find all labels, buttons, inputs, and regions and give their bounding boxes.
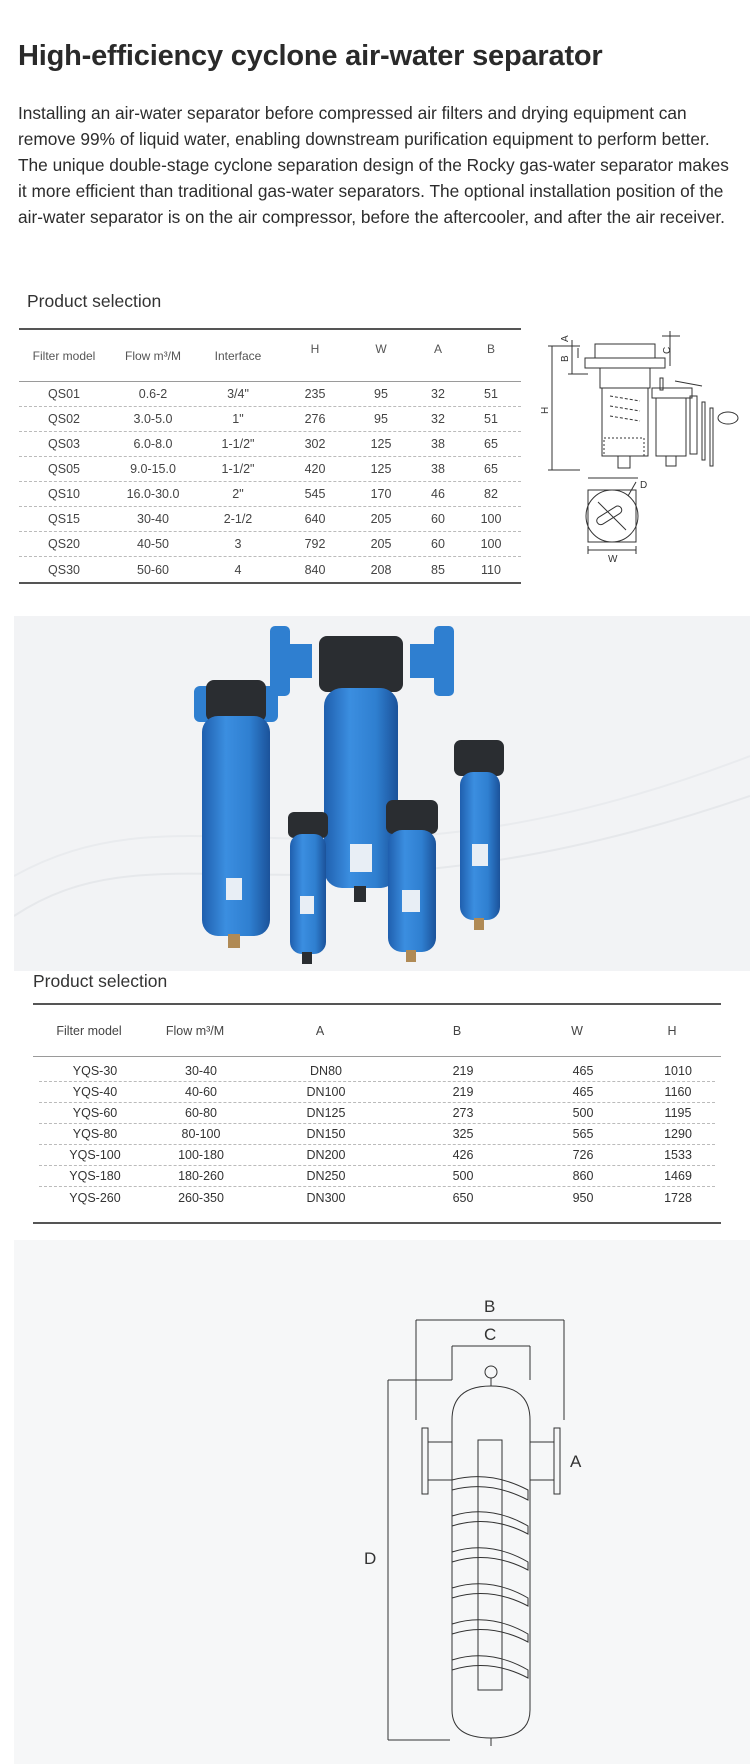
- table-row: [19, 482, 521, 507]
- table-cell: DN125: [306, 1106, 346, 1120]
- table-cell: 60-80: [185, 1106, 217, 1120]
- table-cell: 3: [234, 537, 242, 551]
- table-cell: 426: [452, 1148, 474, 1162]
- table-cell: 2": [232, 487, 244, 501]
- table-cell: 235: [304, 387, 326, 401]
- table-cell: 726: [572, 1148, 594, 1162]
- table-cell: 950: [572, 1190, 594, 1205]
- table-cell: 500: [452, 1169, 474, 1183]
- table-cell: 40-60: [185, 1085, 217, 1099]
- table-cell: 170: [370, 487, 392, 501]
- column-header: B: [452, 1023, 462, 1038]
- table-cell: QS01: [48, 387, 80, 401]
- dim-label-d: D: [640, 480, 648, 491]
- page-title: High-efficiency cyclone air-water separator: [18, 40, 603, 72]
- table-cell: YQS-180: [69, 1169, 121, 1183]
- dim-label-c: C: [662, 346, 673, 354]
- table-cell: 6.0-8.0: [133, 437, 173, 451]
- table-cell: YQS-80: [72, 1127, 118, 1141]
- table-cell: 420: [304, 462, 326, 476]
- table-cell: 500: [572, 1106, 594, 1120]
- table-cell: 100-180: [178, 1148, 224, 1162]
- table-cell: YQS-100: [69, 1148, 121, 1162]
- table-cell: YQS-260: [69, 1190, 121, 1205]
- table-cell: 125: [370, 462, 392, 476]
- table-cell: 465: [572, 1064, 594, 1078]
- table-cell: QS20: [48, 537, 80, 551]
- table-cell: 38: [431, 437, 445, 451]
- table-cell: QS03: [48, 437, 80, 451]
- table-cell: 840: [304, 562, 326, 577]
- table-cell: DN200: [306, 1148, 346, 1162]
- table-cell: 860: [572, 1169, 594, 1183]
- table-cell: 205: [370, 512, 392, 526]
- filter-housing-left: [194, 680, 278, 948]
- table-cell: 51: [484, 412, 498, 426]
- table-cell: 273: [452, 1106, 474, 1120]
- table-cell: QS02: [48, 412, 80, 426]
- table-row: [39, 1166, 715, 1187]
- table-cell: 276: [304, 412, 326, 426]
- table-cell: 208: [370, 562, 392, 577]
- table-cell: 302: [304, 437, 326, 451]
- table-cell: 125: [370, 437, 392, 451]
- table-cell: 46: [431, 487, 445, 501]
- table-cell: 50-60: [137, 562, 169, 577]
- column-header: H: [310, 341, 320, 356]
- product-image-band: [14, 616, 750, 971]
- table-cell: 32: [431, 412, 445, 426]
- column-header: Filter model: [32, 348, 96, 363]
- table-cell: YQS-60: [72, 1106, 118, 1120]
- table-cell: DN300: [306, 1190, 346, 1205]
- qs-selection-table: [19, 328, 521, 584]
- table-cell: 30-40: [137, 512, 169, 526]
- column-header: B: [486, 341, 495, 356]
- table-row: [19, 532, 521, 557]
- table-cell: 65: [484, 462, 498, 476]
- dim-label-c: C: [484, 1325, 497, 1344]
- table-cell: 1-1/2": [221, 462, 255, 476]
- table-cell: QS05: [48, 462, 80, 476]
- column-header: W: [375, 341, 387, 356]
- table-row: [39, 1082, 715, 1103]
- dim-label-w: W: [608, 554, 618, 564]
- table-cell: 1533: [664, 1148, 692, 1162]
- dim-label-h: H: [540, 406, 551, 414]
- table-row: [39, 1061, 715, 1082]
- table-cell: YQS-40: [72, 1085, 118, 1099]
- dim-label-d: D: [364, 1549, 377, 1568]
- table-cell: 640: [304, 512, 326, 526]
- column-header: A: [433, 341, 442, 356]
- table-cell: 219: [452, 1085, 474, 1099]
- table-cell: 95: [374, 387, 388, 401]
- table-cell: 2-1/2: [223, 512, 253, 526]
- table-cell: DN80: [310, 1064, 342, 1078]
- table-row: [39, 1103, 715, 1124]
- product-photo: [14, 616, 750, 971]
- table-row: [19, 382, 521, 407]
- table-cell: 110: [481, 562, 501, 577]
- dim-label-b: B: [560, 355, 571, 362]
- table-cell: 4: [234, 562, 242, 577]
- table-cell: 650: [452, 1190, 474, 1205]
- table-cell: 51: [484, 387, 498, 401]
- table-cell: 16.0-30.0: [126, 487, 180, 501]
- table-header-row: [19, 330, 521, 382]
- section-label-product-selection: Product selection: [33, 971, 168, 991]
- table-cell: 100: [480, 537, 502, 551]
- table-cell: 465: [572, 1085, 594, 1099]
- table-cell: 0.6-2: [138, 387, 168, 401]
- table-cell: YQS-30: [72, 1064, 118, 1078]
- table-cell: 38: [431, 462, 445, 476]
- table-row: [19, 557, 521, 582]
- column-header: W: [571, 1023, 583, 1038]
- table-cell: 32: [431, 387, 445, 401]
- table-cell: 1010: [664, 1064, 692, 1078]
- table-row: [19, 407, 521, 432]
- table-header-row: [33, 1005, 721, 1057]
- table-cell: 1290: [664, 1127, 692, 1141]
- table-cell: 60: [431, 512, 445, 526]
- table-cell: 545: [304, 487, 326, 501]
- table-cell: DN150: [306, 1127, 346, 1141]
- table-cell: 30-40: [185, 1064, 217, 1078]
- table-cell: 1": [232, 412, 244, 426]
- column-header: Flow m³/M: [125, 348, 181, 363]
- table-cell: 1728: [664, 1190, 692, 1205]
- table-cell: DN100: [306, 1085, 346, 1099]
- table-row: [39, 1124, 715, 1145]
- column-header: A: [315, 1023, 325, 1038]
- table-cell: 565: [572, 1127, 594, 1141]
- table-cell: 95: [374, 412, 388, 426]
- column-header: Filter model: [56, 1023, 122, 1038]
- filter-housing-small-left: [288, 812, 328, 964]
- table-cell: 1469: [664, 1169, 692, 1183]
- column-header: Interface: [214, 348, 262, 363]
- filter-housing-far-right: [454, 740, 504, 930]
- table-cell: QS30: [48, 562, 80, 577]
- table-row: [19, 457, 521, 482]
- table-cell: 180-260: [178, 1169, 224, 1183]
- table-cell: QS15: [48, 512, 80, 526]
- table-row: [19, 507, 521, 532]
- table-cell: 219: [452, 1064, 474, 1078]
- qs-dimension-drawing: [540, 326, 750, 564]
- table-cell: 792: [304, 537, 326, 551]
- dim-label-a: A: [570, 1452, 582, 1471]
- table-cell: 40-50: [137, 537, 169, 551]
- table-cell: 1160: [664, 1085, 692, 1099]
- table-cell: 9.0-15.0: [130, 462, 176, 476]
- yqs-selection-table: [33, 1003, 721, 1224]
- table-cell: 60: [431, 537, 445, 551]
- dim-label-b: B: [484, 1297, 496, 1316]
- table-row: [39, 1187, 715, 1208]
- column-header: Flow m³/M: [165, 1023, 225, 1038]
- table-row: [39, 1145, 715, 1166]
- column-header: H: [667, 1023, 677, 1038]
- table-cell: 1195: [664, 1106, 692, 1120]
- table-cell: 3/4": [227, 387, 249, 401]
- table-cell: 260-350: [178, 1190, 224, 1205]
- intro-paragraph: Installing an air-water separator before compressed air filters and drying equipment can remove 99% of liquid water, enabling downstream purification equipment to perform better. The unique double-stage cyclone separation design of the Rocky gas-water separator makes it more efficient than traditional gas-water separators. The optional installation position of the air-water separator is on the air compressor, before the aftercooler, and after the air receiver.: [18, 103, 729, 227]
- table-cell: 205: [370, 537, 392, 551]
- table-cell: QS10: [48, 487, 80, 501]
- filter-housing-medium-right: [386, 800, 438, 962]
- section-label-product-selection: Product selection: [27, 291, 162, 311]
- table-cell: 85: [431, 562, 445, 577]
- table-row: [19, 432, 521, 457]
- table-cell: 325: [452, 1127, 474, 1141]
- yqs-dimension-drawing: [340, 1290, 600, 1764]
- table-cell: 100: [480, 512, 502, 526]
- dim-label-a: A: [560, 335, 571, 342]
- table-cell: 3.0-5.0: [133, 412, 173, 426]
- table-cell: 80-100: [181, 1127, 221, 1141]
- table-cell: 65: [484, 437, 498, 451]
- table-cell: 1-1/2": [221, 437, 255, 451]
- table-cell: 82: [484, 487, 498, 501]
- table-cell: DN250: [306, 1169, 346, 1183]
